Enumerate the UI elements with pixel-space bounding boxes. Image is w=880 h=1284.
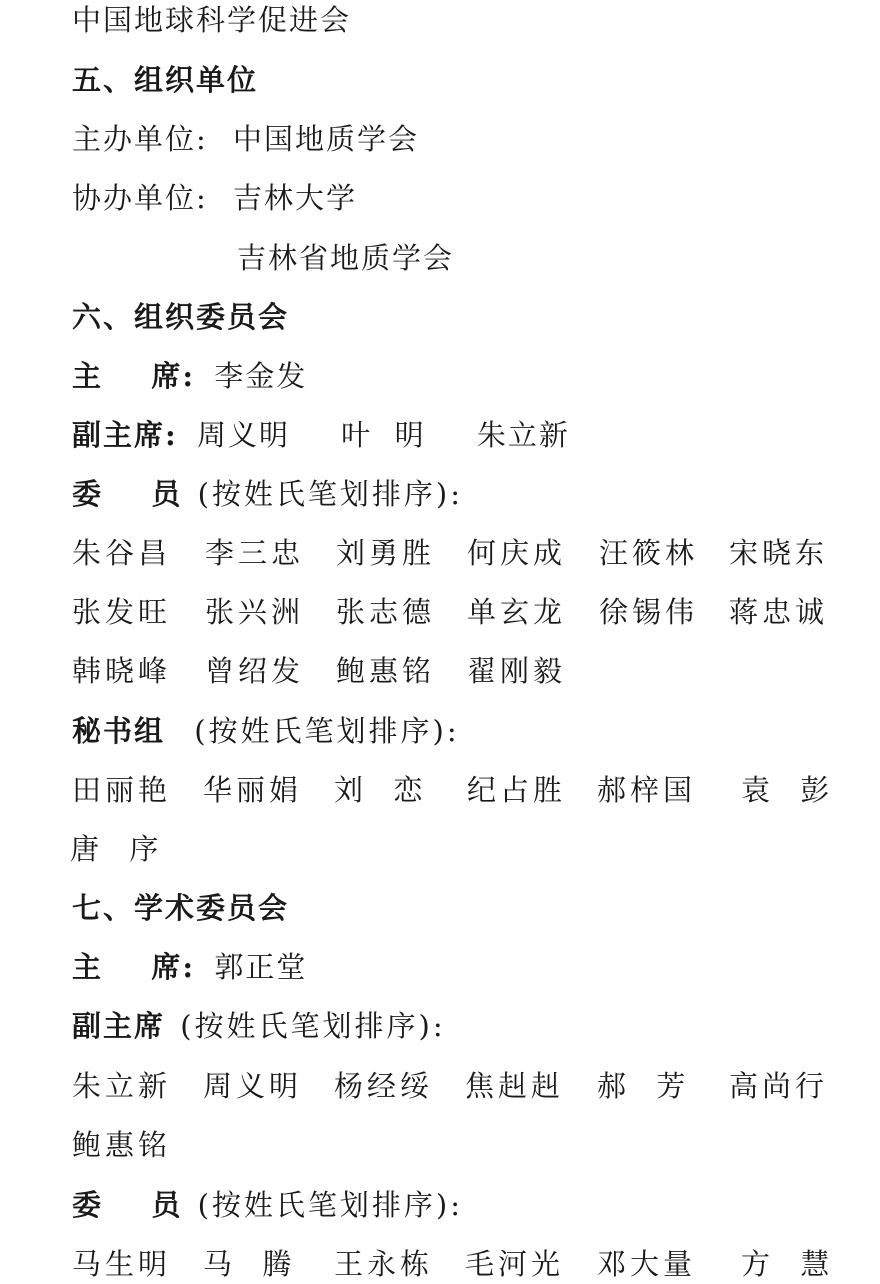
name-cell: 刘勇胜 — [336, 536, 436, 570]
org-vice-row — [72, 415, 570, 455]
org-vice-name-3: 朱立新 — [476, 418, 570, 452]
acad-vice-label: 副主席 — [72, 1009, 166, 1043]
name-cell: 翟刚毅 — [467, 654, 567, 688]
acad-chair-label: 主 席: — [72, 950, 196, 984]
host-unit-row — [72, 119, 419, 159]
org-chair-row — [72, 356, 307, 396]
name-cell: 郝梓国 — [597, 773, 697, 807]
org-chair-label: 主 席: — [72, 359, 196, 393]
name-cell: 韩晓峰 — [72, 654, 172, 688]
co-unit-value-2: 吉林省地质学会 — [237, 241, 455, 275]
name-cell: 周义明 — [203, 1069, 303, 1103]
name-cell: 汪筱林 — [599, 536, 699, 570]
org-members-row-3 — [72, 651, 832, 691]
acad-vice-row-2 — [72, 1125, 832, 1165]
name-cell: 袁 彭 — [741, 773, 834, 807]
host-unit-value: 中国地质学会 — [233, 122, 420, 156]
name-cell: 蒋忠诚 — [729, 595, 829, 629]
name-cell: 杨经绥 — [334, 1069, 434, 1103]
name-cell: 宋晓东 — [729, 536, 829, 570]
name-cell: 唐 序 — [70, 832, 163, 866]
acad-vice-row-1 — [72, 1066, 832, 1106]
org-vice-name-2: 叶 明 — [341, 418, 426, 452]
name-cell: 毛河光 — [465, 1247, 565, 1281]
intro-line: 中国地球科学促进会 — [72, 3, 352, 37]
org-vice-label: 副主席: — [72, 418, 178, 452]
name-cell: 王永栋 — [334, 1247, 434, 1281]
name-cell: 鲍惠铭 — [336, 654, 436, 688]
secretary-label: 秘书组 — [72, 714, 166, 748]
secretary-note: (按姓氏笔划排序): — [194, 714, 460, 748]
org-vice-name-1: 周义明 — [196, 418, 290, 452]
acad-members-row-1 — [72, 1244, 832, 1284]
name-cell: 张发旺 — [72, 595, 172, 629]
acad-vice-note: (按姓氏笔划排序): — [180, 1009, 446, 1043]
name-cell: 马 腾 — [203, 1247, 296, 1281]
name-cell: 张志德 — [336, 595, 436, 629]
acad-vice-label-row — [72, 1006, 446, 1046]
acad-member-note: (按姓氏笔划排序): — [197, 1188, 464, 1222]
name-cell: 鲍惠铭 — [72, 1128, 172, 1162]
name-cell: 单玄龙 — [467, 595, 567, 629]
acad-chair-value: 郭正堂 — [214, 950, 308, 984]
name-cell: 李三忠 — [205, 536, 305, 570]
name-cell: 马生明 — [72, 1247, 172, 1281]
secretary-row-1 — [72, 770, 832, 810]
name-cell: 纪占胜 — [467, 773, 567, 807]
acad-member-label-row — [72, 1185, 463, 1225]
acad-member-label: 委 员 — [72, 1188, 183, 1222]
name-cell: 张兴洲 — [205, 595, 305, 629]
secretary-row-2 — [70, 829, 830, 869]
name-cell: 郝 芳 — [597, 1069, 690, 1103]
org-member-note: (按姓氏笔划排序): — [197, 477, 464, 511]
name-cell: 华丽娟 — [203, 773, 303, 807]
section5-heading: 五、组织单位 — [72, 63, 259, 97]
name-cell: 刘 恋 — [334, 773, 427, 807]
org-members-row-1 — [72, 533, 832, 573]
name-cell: 方 慧 — [741, 1247, 834, 1281]
name-cell: 朱立新 — [72, 1069, 172, 1103]
section6-heading: 六、组织委员会 — [72, 300, 290, 334]
acad-chair-row — [72, 947, 307, 987]
name-cell: 高尚行 — [729, 1069, 829, 1103]
co-unit-value-1: 吉林大学 — [233, 181, 358, 215]
name-cell: 何庆成 — [467, 536, 567, 570]
name-cell: 田丽艳 — [72, 773, 172, 807]
secretary-label-row — [72, 711, 460, 751]
co-unit-row — [72, 178, 357, 218]
name-cell: 曾绍发 — [205, 654, 305, 688]
co-unit-label: 协办单位: — [72, 181, 208, 215]
org-member-label: 委 员 — [72, 477, 183, 511]
section7-heading: 七、学术委员会 — [72, 891, 290, 925]
org-chair-value: 李金发 — [214, 359, 308, 393]
name-cell: 朱谷昌 — [72, 536, 172, 570]
name-cell: 邓大量 — [597, 1247, 697, 1281]
host-unit-label: 主办单位: — [72, 122, 208, 156]
name-cell: 徐锡伟 — [599, 595, 699, 629]
org-members-row-2 — [72, 592, 832, 632]
org-member-label-row — [72, 474, 463, 514]
name-cell: 焦赳赳 — [465, 1069, 565, 1103]
